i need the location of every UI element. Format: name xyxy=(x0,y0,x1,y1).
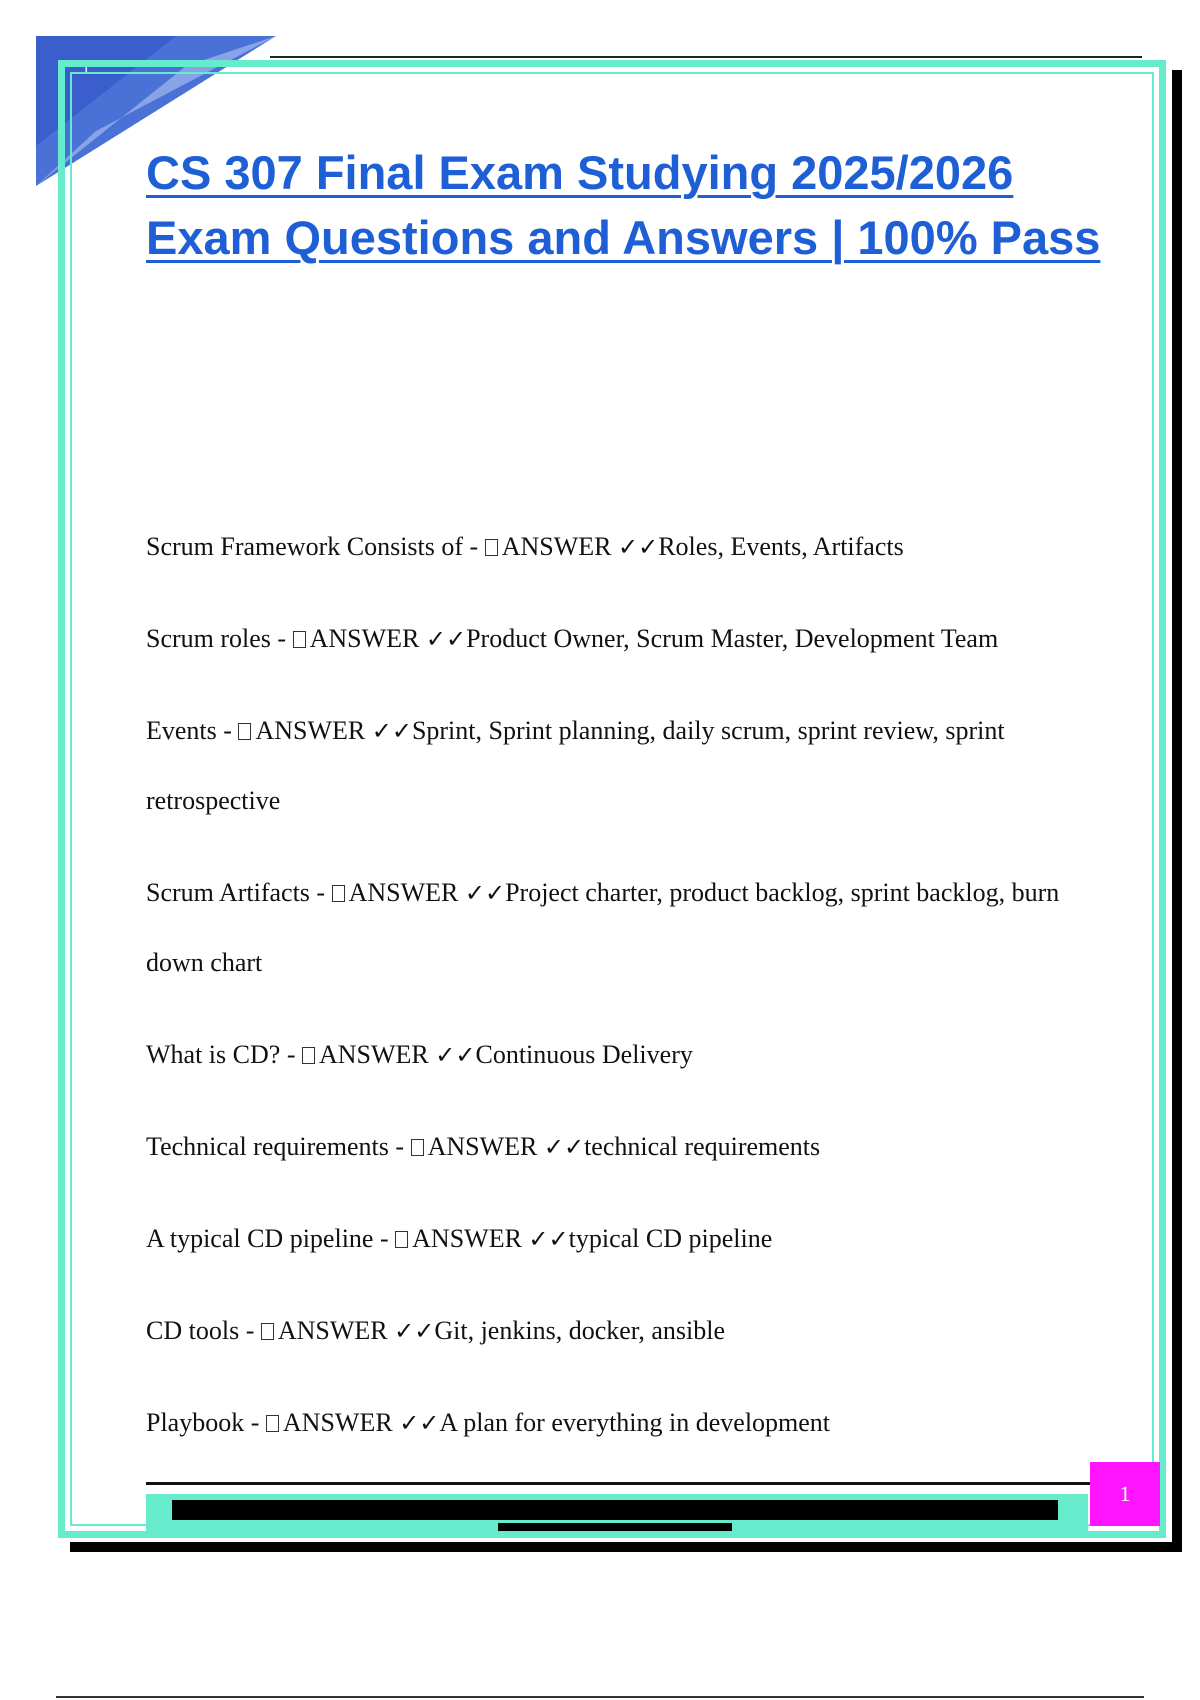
double-check-icon: ✓✓ xyxy=(399,1409,440,1437)
separator: - xyxy=(216,716,239,745)
corner-page-number: 1 xyxy=(82,60,90,77)
missing-glyph-box xyxy=(238,723,251,740)
separator: - xyxy=(280,1040,302,1069)
frame-shadow-bottom xyxy=(70,1542,1182,1552)
qa-item xyxy=(146,1112,1106,1182)
missing-glyph-box xyxy=(261,1323,274,1340)
qa-item xyxy=(146,1296,1106,1366)
answer-marker: ANSWER xyxy=(282,1408,393,1437)
missing-glyph-box xyxy=(395,1231,408,1248)
top-rule xyxy=(270,56,1142,58)
answer: typical CD pipeline xyxy=(568,1224,773,1253)
answer-marker: ANSWER xyxy=(255,716,366,745)
qa-item xyxy=(146,1204,1106,1274)
missing-glyph-box xyxy=(332,885,345,902)
question: CD tools xyxy=(146,1316,240,1345)
answer-marker: ANSWER xyxy=(277,1316,388,1345)
answer: Roles, Events, Artifacts xyxy=(658,532,904,561)
answer-marker: ANSWER xyxy=(309,624,420,653)
footer-bar xyxy=(172,1500,1058,1520)
answer: Product Owner, Scrum Master, Development Team xyxy=(466,624,999,653)
answer: Continuous Delivery xyxy=(475,1040,693,1069)
question: Playbook xyxy=(146,1408,245,1437)
double-check-icon: ✓✓ xyxy=(435,1041,476,1069)
question: Scrum Artifacts xyxy=(146,878,310,907)
qa-item xyxy=(146,1388,1106,1458)
answer-marker: ANSWER xyxy=(318,1040,429,1069)
page-number: 1 xyxy=(1119,1481,1131,1506)
missing-glyph-box xyxy=(485,539,498,556)
separator: - xyxy=(373,1224,396,1253)
question: Events xyxy=(146,716,217,745)
qa-list xyxy=(146,512,1106,1480)
question: Scrum Framework Consists of xyxy=(146,532,464,561)
double-check-icon: ✓✓ xyxy=(543,1133,585,1161)
answer-marker: ANSWER xyxy=(348,878,459,907)
double-check-icon: ✓✓ xyxy=(618,533,659,561)
missing-glyph-box xyxy=(411,1139,424,1156)
answer-marker: ANSWER xyxy=(412,1224,522,1253)
page-number-badge xyxy=(1090,1462,1160,1526)
missing-glyph-box xyxy=(302,1047,315,1064)
missing-glyph-box xyxy=(293,631,306,648)
answer-marker: ANSWER xyxy=(501,532,612,561)
qa-item xyxy=(146,696,1106,836)
footer-rule xyxy=(146,1482,1096,1485)
double-check-icon: ✓✓ xyxy=(371,717,412,745)
answer-marker: ANSWER xyxy=(427,1132,538,1161)
footer-bar-small xyxy=(498,1523,732,1531)
missing-glyph-box xyxy=(266,1415,279,1432)
question: A typical CD pipeline xyxy=(146,1224,374,1253)
answer: Git, jenkins, docker, ansible xyxy=(434,1316,726,1345)
double-check-icon: ✓✓ xyxy=(425,625,467,653)
double-check-icon: ✓✓ xyxy=(464,879,506,907)
double-check-icon: ✓✓ xyxy=(528,1225,569,1253)
question: Scrum roles xyxy=(146,624,271,653)
separator: - xyxy=(309,878,332,907)
frame-shadow-right xyxy=(1172,70,1182,1552)
separator: - xyxy=(244,1408,266,1437)
separator: - xyxy=(270,624,293,653)
question: Technical requirements xyxy=(146,1132,389,1161)
answer: A plan for everything in development xyxy=(439,1408,831,1437)
separator: - xyxy=(388,1132,411,1161)
answer: technical requirements xyxy=(584,1132,821,1161)
document-title[interactable]: CS 307 Final Exam Studying 2025/2026 Exam Questions and Answers | 100% Pass xyxy=(146,146,1101,264)
qa-item xyxy=(146,512,1106,582)
answer: Project charter, product backlog, sprint backlog, burn down chart xyxy=(146,878,1060,977)
question: What is CD? xyxy=(146,1040,281,1069)
qa-item xyxy=(146,604,1106,674)
qa-item xyxy=(146,1020,1106,1090)
answer: Sprint, Sprint planning, daily scrum, sprint review, sprint retrospective xyxy=(146,716,1005,815)
page-bottom-line xyxy=(56,1696,1144,1698)
qa-item xyxy=(146,858,1106,998)
separator: - xyxy=(239,1316,261,1345)
double-check-icon: ✓✓ xyxy=(394,1317,435,1345)
separator: - xyxy=(463,532,485,561)
